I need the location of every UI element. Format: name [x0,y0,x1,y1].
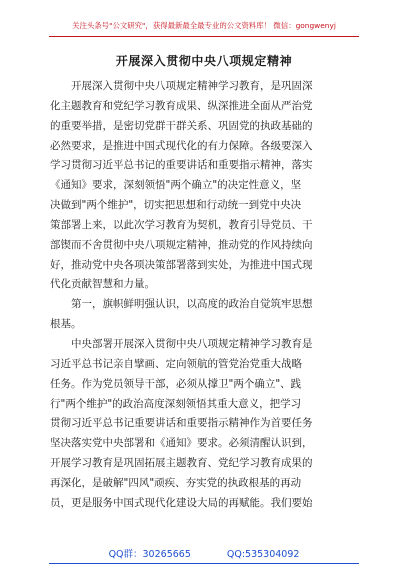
footer-contact [0,549,408,561]
document-body [50,77,360,514]
body-line: 代化贡献智慧和力量。 [50,278,155,291]
section-heading-line: 第一，旗帜鲜明强认识，以高度的政治自觉筑牢思想 [50,298,313,311]
qq-group-number: QQ群：30265665 [108,549,191,560]
qq-number: QQ:535304092 [226,549,300,560]
body-line: 决做到"两个维护"，切实把思想和行动统一到党中央决 [50,199,302,212]
body-line: 必然要求，是推进中国式现代化的有力保障。各级要深入 [50,139,313,152]
body-line: 《通知》要求，深刻领悟"两个确立"的决定性意义，坚 [50,179,302,192]
body-line: 再深化，是破解"四风"顽疾、夯实党的执政根基的再动 [50,476,302,489]
body-line: 的重要举措，是密切党群干群关系、巩固党的执政基础的 [50,119,313,132]
body-line: 开展学习教育是巩固拓展主题教育、党纪学习教育成果的 [50,457,313,470]
section-heading-line: 根基。 [50,318,82,331]
body-line: 部锲而不舍贯彻中央八项规定精神，推动党的作风持续向 [50,238,313,251]
body-line: 学习贯彻习近平总书记的重要讲话和重要指示精神，落实 [50,159,313,172]
body-line: 开展深入贯彻中央八项规定精神学习教育，是巩固深 [50,80,313,92]
body-line: 习近平总书记亲自擘画、定向领航的管党治党重大战略 [50,357,302,370]
footer-divider [49,563,359,564]
body-line: 好，推动党中央各项决策部署落到实处，为推进中国式现 [50,258,313,271]
body-line: 化主题教育和党纪学习教育成果、纵深推进全面从严治党 [50,99,313,112]
body-line: 中央部署开展深入贯彻中央八项规定精神学习教育是 [50,337,313,350]
body-line: 员，更是服务中国式现代化建设大局的再赋能。我们要始 [50,496,313,509]
header-banner: 关注头条号"公文研究"，获得最新最全最专业的公文资料库！ 微信：gongwenyj [72,21,336,30]
header-divider [49,36,359,37]
body-line: 贯彻习近平总书记重要讲话和重要指示精神作为首要任务 [50,417,313,430]
body-line: 任务。作为党员领导干部，必须从撑卫"两个确立"、践 [50,377,302,390]
body-line: 策部署上来，以此次学习教育为契机，教育引导党员、干 [50,218,313,231]
body-line: 坚决落实党中央部署和《通知》要求。必须清醒认识到， [50,437,313,450]
document-title: 开展深入贯彻中央八项规定精神 [115,54,293,68]
body-line: 行"两个维护"的政治高度深刻领悟其重大意义，把学习 [50,397,302,410]
